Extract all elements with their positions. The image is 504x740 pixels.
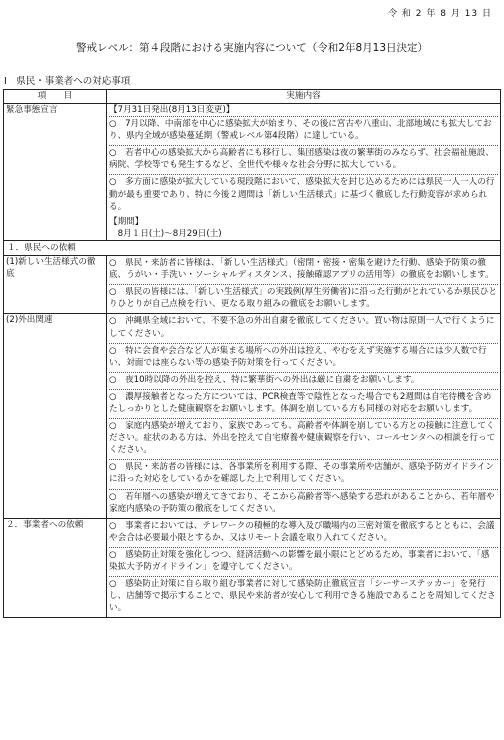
- period-label: 【期間】: [109, 216, 144, 227]
- paragraph: ○ 事業者においては、テレワークの積極的な導入及び職場内の三密対策を徹底するとともに、会議や会合は必要最小限とするか、又はリモート会議を取り入れてください。: [109, 520, 495, 543]
- table-row: [4, 518, 501, 618]
- row-item-label: (1)新しい生活様式の徹底: [4, 256, 107, 314]
- group-row: [4, 240, 501, 255]
- section-heading: Ⅰ 県民・事業者への対応事項: [4, 76, 131, 87]
- paragraph: ○ 若年層への感染が増えてきており、そこから高齢者等へ感染する恐れがあることから、若年層や家庭内感染の予防策の徹底をしてください。: [109, 489, 498, 518]
- header-item: 項 目: [4, 90, 107, 104]
- paragraph: ○ 感染防止対策を強化しつつ、経済活動への影響を最小限にとどめるため、事業者において、「感染拡大予防ガイドライン」を遵守してください。: [109, 547, 498, 576]
- table-row: [4, 256, 501, 314]
- group-heading: １．県民への依頼: [4, 240, 501, 255]
- paragraph: ○ 濃厚接触者となった方については、PCR検査等で陰性となった場合でも2週間は自宅待機を含めたしっかりとした健康観察をお願いします。体調を崩している方も同様の対応をお願いします。: [109, 389, 498, 418]
- table-header-row: [4, 90, 501, 104]
- row-item-label: (2)外出関連: [4, 314, 107, 518]
- row-item-label: 緊急事態宣言: [4, 104, 107, 241]
- period-value: 8月１日(土)～8月29日(土): [109, 228, 222, 239]
- row-content: [107, 256, 501, 314]
- group-heading: ２．事業者への依頼: [4, 518, 107, 618]
- paragraph: ○ 県民・来訪者に皆様は、「新しい生活様式」（密閉・密接・密集を避けた行動、感染予防策の徹底、うがい・手洗い・ソーシャルディスタンス、接触確認アプリの活用等）の徹底をお願いします。: [109, 258, 494, 281]
- document-title: 警戒レベル：第４段階における実施内容について（令和2年8月13日決定）: [75, 42, 428, 54]
- paragraph: ○ 多方面に感染が拡大している現段階において、感染拡大を封じ込めるためには県民一人一人の行動が最も重要であり、特に今後２週間は「新しい生活様式」に基づく徹底した行動変容が求められる。: [109, 174, 498, 215]
- row-content: [107, 518, 501, 618]
- paragraph: ○ 県民・来訪者の皆様には、各事業所を利用する際、その事業所や店舗が、感染予防ガイドラインに沿った対応をしているかを確認した上で利用してください。: [109, 459, 498, 488]
- paragraph: ○ 7月以降、中南部を中心に感染拡大が始まり、その後に宮古や八重山、北部地域にも拡大しており、県内全域が感染蔓延期（警戒レベル第4段階）に達している。: [109, 116, 498, 145]
- document-date: 令 和 2 年 8 月 13 日: [388, 9, 492, 19]
- paragraph: ○ 若者中心の感染拡大から高齢者にも移行し、集団感染は夜の繁華街のみならず、社会福祉施設、病院、学校等でも発生するなど、全世代や様々な社会分野に拡大している。: [109, 145, 498, 174]
- table-row: [4, 104, 501, 241]
- paragraph: ○ 家庭内感染が増えており、家族であっても、高齢者や体調を崩している方との接触に注意してください。症状のある方は、外出を控えて自宅療養や健康観察を行い、コールセンタへの相談を行ってください。: [109, 418, 498, 459]
- issued-note: 【7月31日発出(8月13日変更)】: [109, 105, 235, 115]
- header-content: 実施内容: [107, 90, 501, 104]
- table-row: [4, 314, 501, 518]
- paragraph: ○ 沖縄県全域において、不要不急の外出自粛を徹底してください。買い物は原則一人で行くようにしてください。: [109, 316, 495, 339]
- paragraph: ○ 特に会食や会合など人が集まる場所への外出は控え、やむをえず実施する場合には少人数で行い、対面では座らない等の感染予防対策を行ってください。: [109, 343, 498, 372]
- paragraph: ○ 県民の皆様には、「新しい生活様式」の実践例(厚生労働省)に沿った行動がとれているか県民ひとりひとりが自己点検を行い、更なる取り組みの徹底をお願いします。: [109, 284, 498, 313]
- measures-table: [3, 89, 501, 618]
- row-content: [107, 314, 501, 518]
- paragraph: ○ 感染防止対策に自ら取り組む事業者に対して感染防止徹底宣言「シーサーステッカー」を発行し、店舗等で掲示することで、県民や来訪者が安心して利用できる施設であることを周知してください。: [109, 576, 498, 617]
- paragraph: ○ 夜10時以降の外出を控え、特に繁華街への外出は厳に自粛をお願いします。: [109, 372, 498, 389]
- row-content: [107, 104, 501, 241]
